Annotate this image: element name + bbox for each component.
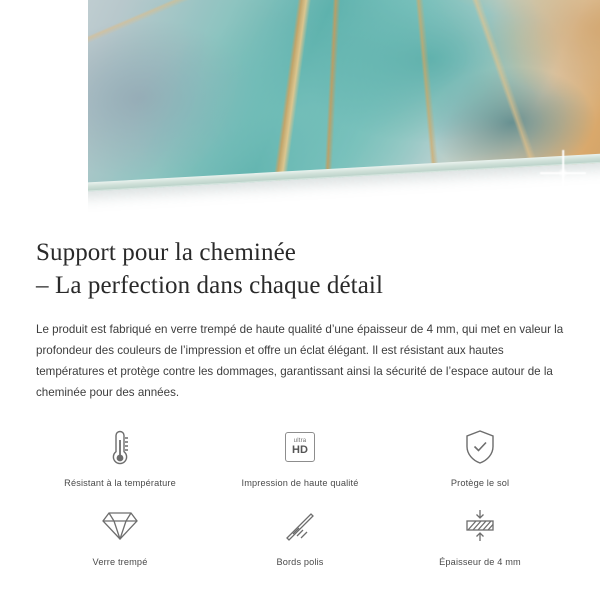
feature-grid <box>0 425 600 567</box>
feature-item-temperature <box>30 425 210 488</box>
feature-label: Protège le sol <box>450 477 510 488</box>
hero-image-frame <box>88 0 600 214</box>
feature-label: Résistant à la température <box>64 477 176 488</box>
diamond-icon <box>30 504 210 548</box>
feature-item-polished-edges <box>210 504 390 567</box>
feature-item-thickness <box>390 504 570 567</box>
sparkle-core <box>558 168 568 178</box>
page-title <box>36 236 564 303</box>
thermometer-icon <box>30 425 210 469</box>
feature-item-print-quality <box>210 425 390 488</box>
ultra-hd-icon <box>210 425 390 469</box>
page-title-line-1: Support pour la cheminée <box>36 239 296 266</box>
page-title-line-2: – La perfection dans chaque détail <box>36 272 383 300</box>
feature-label: Épaisseur de 4 mm <box>439 556 521 567</box>
glass-panel-product-photo <box>88 0 600 192</box>
ultra-hd-badge <box>285 432 315 462</box>
polished-edges-icon <box>210 504 390 548</box>
feature-item-tempered-glass <box>30 504 210 567</box>
feature-item-floor-protection <box>390 425 570 488</box>
feature-label: Verre trempé <box>92 556 148 567</box>
thickness-arrows-icon <box>390 504 570 548</box>
text-content <box>0 214 600 403</box>
product-description: Le produit est fabriqué en verre trempé de haute qualité d’une épaisseur de 4 mm, qui met en valeur la profondeur des couleurs de l’impression et offre un éclat élégant. Il est résistant aux hautes températures et protège contre les dommages, garantissant ainsi la sécurité de l’espace autour de la cheminée pour des années. <box>36 322 564 399</box>
hero-image-section <box>0 0 600 214</box>
badge-top-text: ultra <box>293 437 307 444</box>
badge-bottom-text: HD <box>292 443 308 456</box>
feature-label: Bords polis <box>276 556 324 567</box>
feature-label: Impression de haute qualité <box>241 477 359 488</box>
shield-check-icon <box>390 425 570 469</box>
